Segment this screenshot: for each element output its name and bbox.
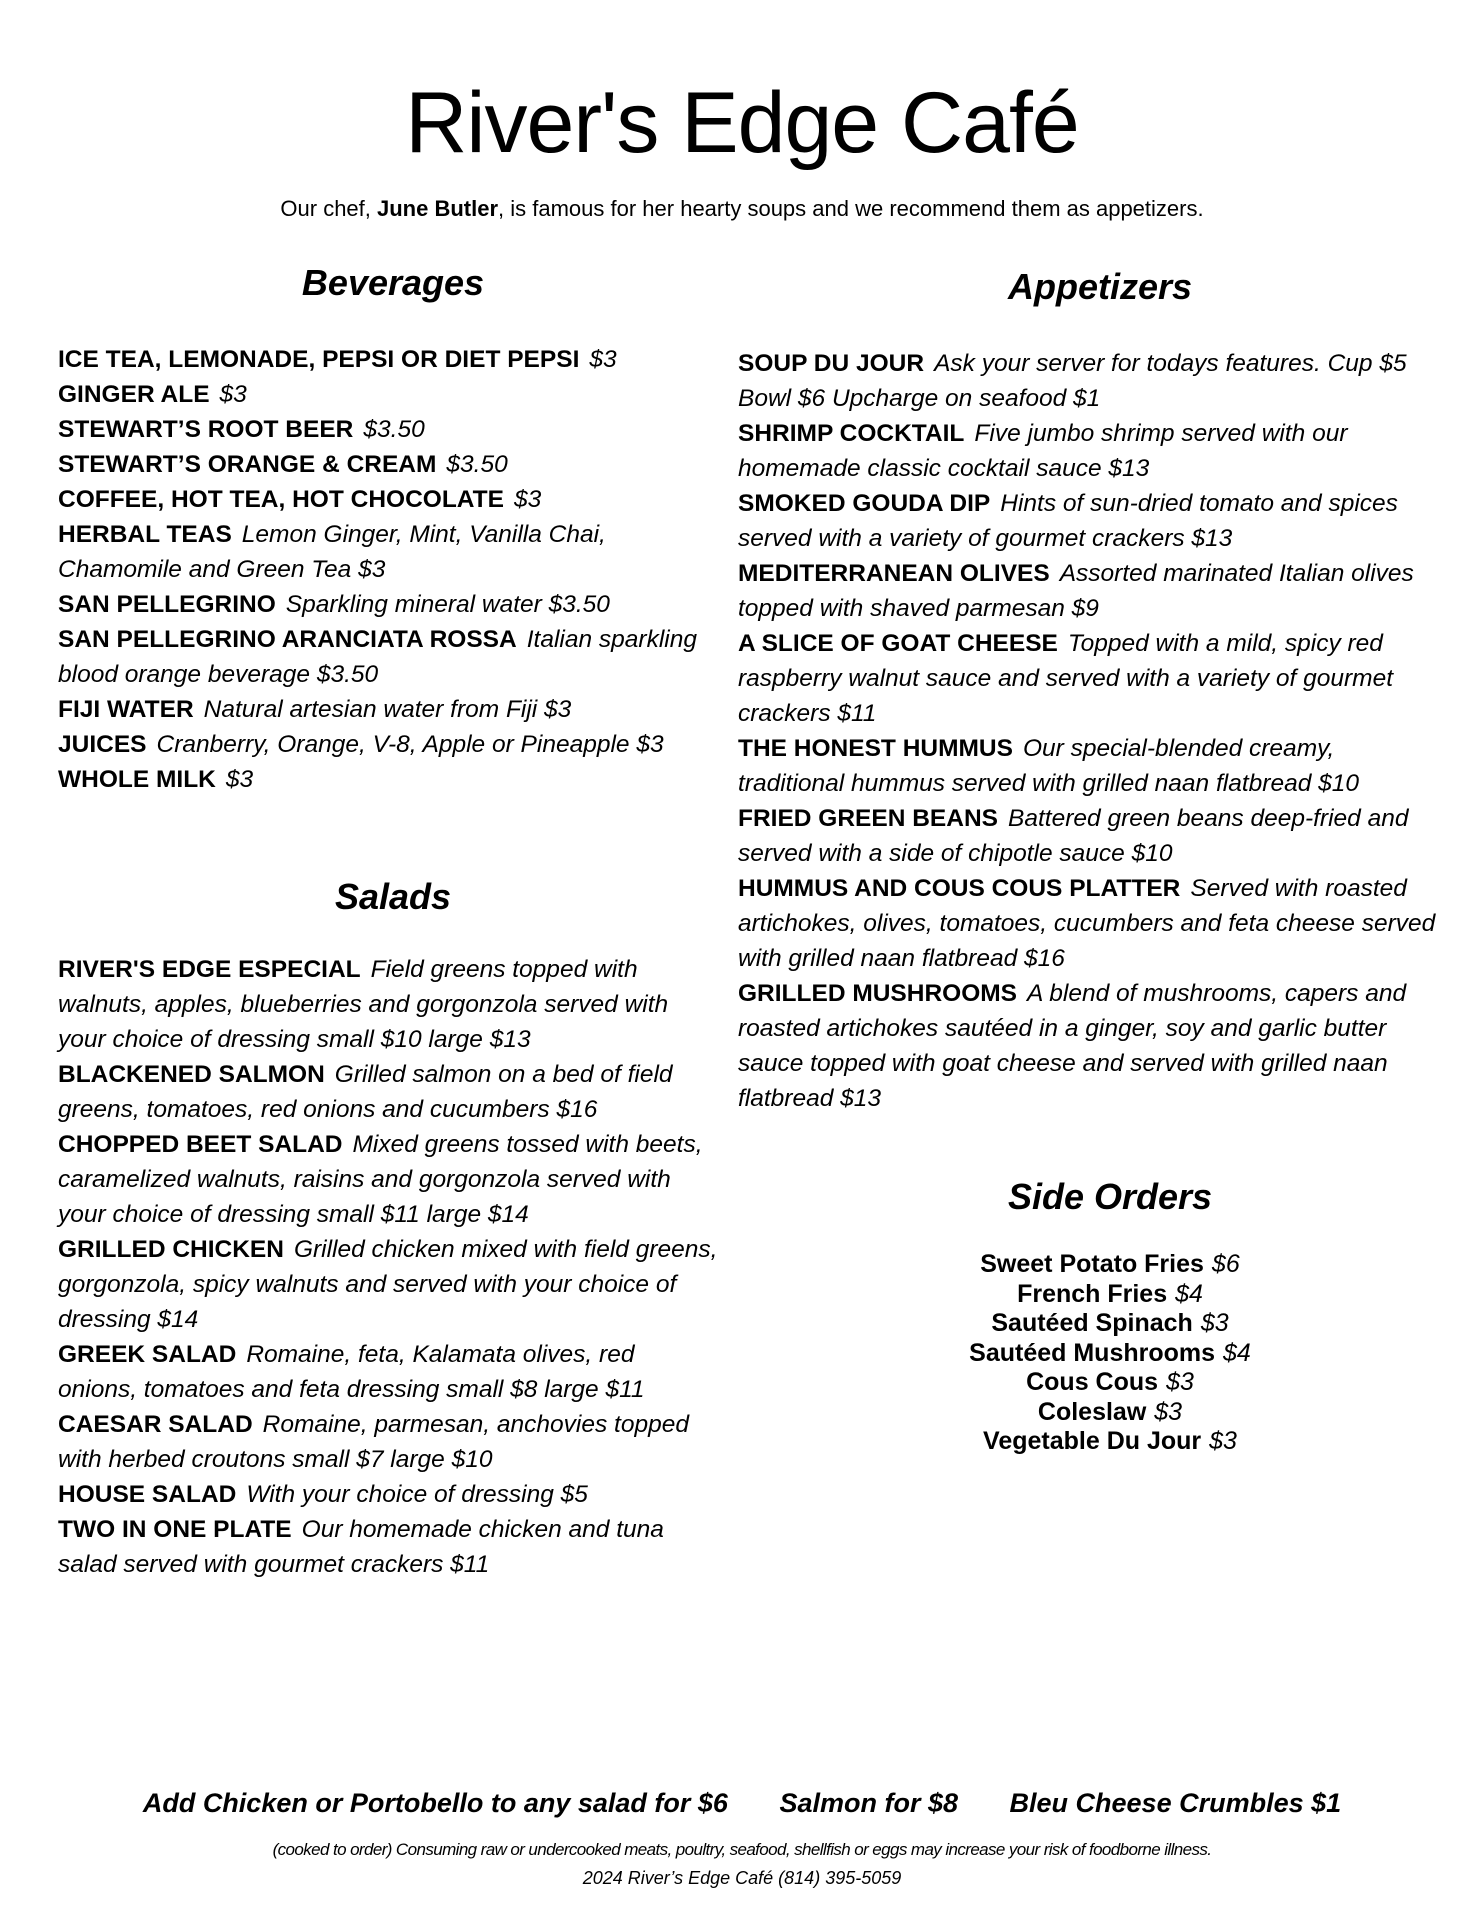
salad-item <box>58 1127 718 1232</box>
beverage-item-description: $3.50 <box>363 416 425 443</box>
beverage-item-name: JUICES <box>58 731 147 758</box>
salad-item <box>58 1477 718 1512</box>
side-orders-list <box>820 1250 1400 1457</box>
side-order-price: $3 <box>1154 1397 1183 1426</box>
copyright-contact: 2024 River’s Edge Café (814) 395-5059 <box>582 1868 902 1888</box>
beverage-item <box>58 412 718 447</box>
salad-item-name: GRILLED CHICKEN <box>58 1236 284 1263</box>
beverage-item-name: STEWART’S ORANGE & CREAM <box>58 451 437 478</box>
appetizer-item <box>738 486 1438 556</box>
intro-text <box>0 196 1484 222</box>
salad-item-description: With your choice of dressing $5 <box>246 1481 588 1508</box>
appetizer-item-description: Served with roasted artichokes, olives, tomatoes, cucumbers and feta cheese served with grilled naan flatbread $16 <box>738 875 1436 972</box>
beverage-item-description: Lemon Ginger, Mint, Vanilla Chai, Chamomile and Green Tea $3 <box>58 521 606 583</box>
side-order-name: Cous Cous <box>1026 1368 1159 1396</box>
salad-item-description: Field greens topped with walnuts, apples, blueberries and gorgonzola served with your choice of dressing small $10 large $13 <box>58 956 669 1053</box>
appetizer-item <box>738 731 1438 801</box>
salad-addons <box>0 1788 1484 1819</box>
salad-item-description: Our homemade chicken and tuna salad served with gourmet crackers $11 <box>58 1516 664 1578</box>
beverages-heading: Beverages <box>301 262 485 303</box>
salad-item <box>58 1232 718 1337</box>
beverage-item <box>58 342 718 377</box>
beverage-item-name: SAN PELLEGRINO ARANCIATA ROSSA <box>58 626 517 653</box>
appetizer-item <box>738 346 1438 416</box>
salad-item-name: BLACKENED SALMON <box>58 1061 325 1088</box>
beverage-item-name: HERBAL TEAS <box>58 521 232 548</box>
side-order-name: French Fries <box>1017 1279 1168 1308</box>
appetizer-item-description: Assorted marinated Italian olives topped with shaved parmesan $9 <box>738 560 1414 622</box>
side-order-name: Sautéed Spinach <box>991 1309 1193 1337</box>
beverage-item <box>58 727 718 762</box>
salad-item <box>58 1512 718 1582</box>
salad-item-name: CAESAR SALAD <box>58 1411 253 1438</box>
salad-item-description: Grilled salmon on a bed of field greens, tomatoes, red onions and cucumbers $16 <box>58 1061 673 1123</box>
beverage-item <box>58 482 718 517</box>
appetizer-item-description: Our special-blended creamy, traditional hummus served with grilled naan flatbread $10 <box>738 735 1360 797</box>
beverage-item-description: $3 <box>219 381 247 408</box>
beverage-item-name: STEWART’S ROOT BEER <box>58 416 354 443</box>
appetizer-item-description: Ask your server for todays features. Cup $5 Bowl $6 Upcharge on seafood $1 <box>738 350 1407 412</box>
beverage-item <box>58 587 718 622</box>
side-order-item <box>820 1339 1400 1369</box>
chef-name: June Butler <box>377 196 499 221</box>
salad-item-description: Grilled chicken mixed with field greens, gorgonzola, spicy walnuts and served with your choice of dressing $14 <box>58 1236 718 1333</box>
beverage-item-name: SAN PELLEGRINO <box>58 591 276 618</box>
beverage-item <box>58 692 718 727</box>
side-order-price: $3 <box>1166 1368 1194 1396</box>
appetizer-item <box>738 416 1438 486</box>
side-order-name: Coleslaw <box>1037 1397 1147 1426</box>
appetizer-item-name: SMOKED GOUDA DIP <box>738 490 991 517</box>
side-order-item <box>820 1427 1400 1457</box>
appetizer-item-description: Hints of sun-dried tomato and spices served with a variety of gourmet crackers $13 <box>738 490 1398 552</box>
side-order-item <box>820 1368 1400 1398</box>
salad-item <box>58 952 718 1057</box>
appetizer-item-description: Battered green beans deep-fried and served with a side of chipotle sauce $10 <box>738 805 1409 867</box>
appetizer-item <box>738 556 1438 626</box>
beverage-item-name: ICE TEA, LEMONADE, PEPSI OR DIET PEPSI <box>58 346 580 373</box>
addon-bleu-cheese: Bleu Cheese Crumbles $1 <box>1009 1788 1342 1818</box>
salad-item-name: GREEK SALAD <box>58 1341 237 1368</box>
beverage-item <box>58 447 718 482</box>
salads-list <box>58 952 718 1582</box>
beverage-item-description: Italian sparkling blood orange beverage $3.50 <box>58 626 697 688</box>
beverage-item <box>58 622 718 692</box>
side-order-price: $6 <box>1211 1250 1240 1278</box>
beverage-item-description: Natural artesian water from Fiji $3 <box>203 696 572 723</box>
beverage-item <box>58 377 718 412</box>
appetizer-item <box>738 801 1438 871</box>
salads-heading: Salads <box>334 876 452 917</box>
food-safety-disclaimer: (cooked to order) Consuming raw or undercooked meats, poultry, seafood, shellfish or eggs may increase your risk of foodborne illness. <box>272 1840 1212 1859</box>
appetizers-heading: Appetizers <box>1007 266 1193 307</box>
side-order-price: $3 <box>1200 1309 1229 1337</box>
appetizer-item-name: A SLICE OF GOAT CHEESE <box>738 630 1058 657</box>
page-title: River's Edge Café <box>405 75 1079 171</box>
side-orders-heading: Side Orders <box>1007 1176 1213 1217</box>
side-order-price: $4 <box>1175 1279 1203 1308</box>
appetizer-item-description: Topped with a mild, spicy red raspberry walnut sauce and served with a variety of gourmet crackers $11 <box>738 630 1394 727</box>
salad-item-name: TWO IN ONE PLATE <box>58 1516 292 1543</box>
intro-before: Our chef, <box>280 196 377 221</box>
addon-salmon: Salmon for $8 <box>779 1788 958 1818</box>
appetizer-item-name: SHRIMP COCKTAIL <box>738 420 965 447</box>
salad-item-description: Mixed greens tossed with beets, caramelized walnuts, raisins and gorgonzola served with your choice of dressing small $11 large $14 <box>58 1131 703 1228</box>
appetizer-item <box>738 976 1438 1116</box>
beverages-list <box>58 342 718 797</box>
salad-item <box>58 1337 718 1407</box>
beverage-item-name: COFFEE, HOT TEA, HOT CHOCOLATE <box>58 486 504 513</box>
appetizer-item <box>738 626 1438 731</box>
beverage-item-description: Cranberry, Orange, V-8, Apple or Pineapple $3 <box>156 731 664 758</box>
appetizer-item-name: FRIED GREEN BEANS <box>738 805 999 832</box>
intro-after: , is famous for her hearty soups and we recommend them as appetizers. <box>498 196 1204 221</box>
salad-item-description: Romaine, parmesan, anchovies topped with herbed croutons small $7 large $10 <box>58 1411 689 1473</box>
beverage-item-description: Sparkling mineral water $3.50 <box>285 591 610 618</box>
beverage-item <box>58 762 718 797</box>
appetizer-item <box>738 871 1438 976</box>
appetizer-item-name: HUMMUS AND COUS COUS PLATTER <box>738 875 1181 902</box>
side-order-price: $4 <box>1223 1338 1251 1367</box>
salad-item-name: RIVER'S EDGE ESPECIAL <box>58 956 361 983</box>
appetizer-item-name: SOUP DU JOUR <box>738 350 925 377</box>
side-order-item <box>820 1309 1400 1339</box>
salad-item <box>58 1057 718 1127</box>
appetizer-item-description: A blend of mushrooms, capers and roasted artichokes sautéed in a ginger, soy and garlic butter sauce topped with goat cheese and served with grilled naan flatbread $13 <box>738 980 1407 1112</box>
salad-item-name: HOUSE SALAD <box>58 1481 237 1508</box>
appetizer-item-description: Five jumbo shrimp served with our homemade classic cocktail sauce $13 <box>738 420 1348 482</box>
beverage-item-description: $3 <box>225 766 254 793</box>
beverage-item-description: $3 <box>513 486 542 513</box>
beverage-item-name: FIJI WATER <box>58 696 194 723</box>
side-order-item <box>820 1280 1400 1310</box>
addon-chicken: Add Chicken or Portobello to any salad for $6 <box>142 1788 728 1818</box>
beverage-item-name: GINGER ALE <box>58 381 210 408</box>
side-order-name: Vegetable Du Jour <box>983 1427 1202 1455</box>
appetizer-item-name: GRILLED MUSHROOMS <box>738 980 1018 1007</box>
beverage-item-description: $3 <box>589 346 617 373</box>
beverage-item-name: WHOLE MILK <box>58 766 216 793</box>
side-order-item <box>820 1398 1400 1428</box>
appetizer-item-name: THE HONEST HUMMUS <box>738 735 1013 762</box>
salad-item-name: CHOPPED BEET SALAD <box>58 1131 343 1158</box>
salad-item <box>58 1407 718 1477</box>
beverage-item <box>58 517 718 587</box>
beverage-item-description: $3.50 <box>446 451 508 478</box>
side-order-name: Sweet Potato Fries <box>980 1250 1204 1278</box>
side-order-price: $3 <box>1209 1427 1237 1455</box>
side-order-item <box>820 1250 1400 1280</box>
appetizer-item-name: MEDITERRANEAN OLIVES <box>738 560 1050 587</box>
side-order-name: Sautéed Mushrooms <box>969 1338 1216 1367</box>
salad-item-description: Romaine, feta, Kalamata olives, red onions, tomatoes and feta dressing small $8 large $11 <box>58 1341 645 1403</box>
appetizers-list <box>738 346 1438 1116</box>
